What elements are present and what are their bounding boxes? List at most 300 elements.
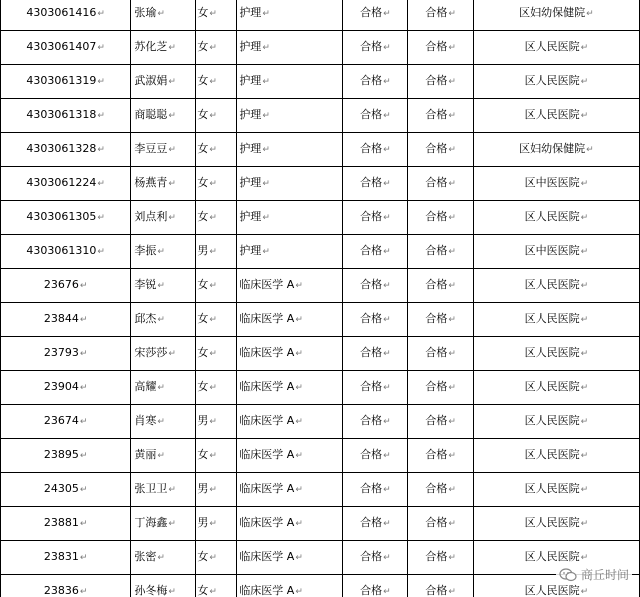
cell-interview-result-text: 合格	[425, 448, 448, 461]
cell-major-text: 护理	[239, 176, 262, 189]
cell-sex	[196, 65, 237, 99]
cell-major-text: 护理	[239, 142, 262, 155]
cell-interview-result-text: 合格	[425, 312, 448, 325]
paragraph-mark-icon: ↵	[262, 179, 270, 189]
cell-name	[131, 337, 196, 371]
cell-exam-number	[1, 0, 131, 31]
cell-name-text: 杨燕青	[134, 176, 168, 189]
cell-name-text: 张卫卫	[134, 482, 168, 495]
paragraph-mark-icon: ↵	[580, 43, 589, 53]
cell-major-text: 临床医学 A	[239, 312, 295, 325]
paragraph-mark-icon: ↵	[383, 485, 391, 495]
paragraph-mark-icon: ↵	[295, 519, 303, 529]
cell-major-text: 临床医学 A	[239, 516, 295, 529]
cell-hire-unit-text: 区妇幼保健院	[519, 6, 586, 19]
cell-exam-number	[1, 371, 131, 405]
cell-major-text: 护理	[239, 244, 262, 257]
cell-interview-result	[408, 575, 473, 597]
paragraph-mark-icon: ↵	[580, 213, 589, 223]
cell-exam-number	[1, 235, 131, 269]
cell-sex	[196, 473, 237, 507]
table-row	[1, 99, 640, 133]
cell-exam-number-text: 4303061224	[26, 176, 97, 189]
paragraph-mark-icon: ↵	[209, 77, 217, 87]
paragraph-mark-icon: ↵	[448, 553, 456, 563]
cell-interview-result-text: 合格	[425, 142, 448, 155]
table-row	[1, 235, 640, 269]
cell-exam-number	[1, 269, 131, 303]
paragraph-mark-icon: ↵	[79, 587, 88, 597]
paragraph-mark-icon: ↵	[448, 9, 456, 19]
cell-exam-number	[1, 99, 131, 133]
cell-hire-unit-text: 区人民医院	[524, 516, 580, 529]
cell-sex-text: 女	[197, 108, 209, 121]
paragraph-mark-icon: ↵	[209, 519, 217, 529]
cell-written-result	[343, 235, 408, 269]
table-row	[1, 337, 640, 371]
paragraph-mark-icon: ↵	[209, 145, 217, 155]
cell-hire-unit-text: 区人民医院	[524, 414, 580, 427]
cell-major	[237, 0, 343, 31]
paragraph-mark-icon: ↵	[448, 213, 456, 223]
paragraph-mark-icon: ↵	[262, 77, 270, 87]
paragraph-mark-icon: ↵	[448, 417, 456, 427]
paragraph-mark-icon: ↵	[157, 417, 165, 427]
paragraph-mark-icon: ↵	[448, 43, 456, 53]
cell-hire-unit	[473, 337, 639, 371]
paragraph-mark-icon: ↵	[580, 383, 589, 393]
cell-hire-unit-text: 区人民医院	[524, 550, 580, 563]
cell-hire-unit	[473, 473, 639, 507]
cell-interview-result-text: 合格	[425, 176, 448, 189]
paragraph-mark-icon: ↵	[79, 349, 88, 359]
cell-sex	[196, 0, 237, 31]
cell-name	[131, 371, 196, 405]
cell-major	[237, 201, 343, 235]
cell-interview-result-text: 合格	[425, 482, 448, 495]
cell-major	[237, 99, 343, 133]
cell-written-result	[343, 371, 408, 405]
cell-name	[131, 405, 196, 439]
paragraph-mark-icon: ↵	[383, 587, 391, 597]
cell-written-result-text: 合格	[360, 142, 383, 155]
paragraph-mark-icon: ↵	[448, 111, 456, 121]
paragraph-mark-icon: ↵	[97, 213, 105, 223]
watermark-text: 商丘时间	[580, 568, 629, 582]
cell-name	[131, 0, 196, 31]
cell-name	[131, 235, 196, 269]
paragraph-mark-icon: ↵	[168, 485, 176, 495]
paragraph-mark-icon: ↵	[580, 553, 589, 563]
cell-sex-text: 女	[197, 142, 209, 155]
paragraph-mark-icon: ↵	[580, 349, 589, 359]
paragraph-mark-icon: ↵	[580, 417, 589, 427]
cell-written-result-text: 合格	[360, 482, 383, 495]
cell-interview-result	[408, 269, 473, 303]
cell-exam-number	[1, 473, 131, 507]
cell-written-result-text: 合格	[360, 516, 383, 529]
table-row	[1, 371, 640, 405]
cell-sex-text: 女	[197, 380, 209, 393]
paragraph-mark-icon: ↵	[580, 111, 589, 121]
paragraph-mark-icon: ↵	[580, 281, 589, 291]
cell-interview-result	[408, 541, 473, 575]
paragraph-mark-icon: ↵	[209, 587, 217, 597]
cell-written-result-text: 合格	[360, 244, 383, 257]
paragraph-mark-icon: ↵	[79, 519, 88, 529]
cell-written-result	[343, 0, 408, 31]
cell-hire-unit-text: 区人民医院	[524, 584, 580, 597]
cell-hire-unit	[473, 0, 639, 31]
cell-major	[237, 405, 343, 439]
cell-name	[131, 541, 196, 575]
cell-sex	[196, 371, 237, 405]
cell-major-text: 护理	[239, 74, 262, 87]
cell-exam-number-text: 4303061407	[26, 40, 97, 53]
cell-name-text: 黄丽	[134, 448, 157, 461]
cell-sex-text: 女	[197, 6, 209, 19]
paragraph-mark-icon: ↵	[448, 485, 456, 495]
cell-interview-result	[408, 133, 473, 167]
cell-written-result	[343, 439, 408, 473]
cell-exam-number	[1, 167, 131, 201]
cell-major-text: 护理	[239, 108, 262, 121]
cell-interview-result	[408, 303, 473, 337]
paragraph-mark-icon: ↵	[157, 553, 165, 563]
paragraph-mark-icon: ↵	[168, 179, 176, 189]
cell-sex-text: 男	[197, 482, 209, 495]
cell-sex-text: 女	[197, 448, 209, 461]
cell-written-result	[343, 65, 408, 99]
paragraph-mark-icon: ↵	[79, 281, 88, 291]
cell-major-text: 临床医学 A	[239, 346, 295, 359]
cell-written-result	[343, 337, 408, 371]
table-row	[1, 303, 640, 337]
cell-written-result	[343, 167, 408, 201]
paragraph-mark-icon: ↵	[209, 247, 217, 257]
cell-name-text: 商聪聪	[134, 108, 168, 121]
cell-interview-result	[408, 65, 473, 99]
paragraph-mark-icon: ↵	[262, 145, 270, 155]
cell-sex	[196, 235, 237, 269]
cell-major	[237, 541, 343, 575]
cell-interview-result-text: 合格	[425, 6, 448, 19]
cell-major-text: 临床医学 A	[239, 380, 295, 393]
cell-name	[131, 99, 196, 133]
cell-hire-unit-text: 区妇幼保健院	[519, 142, 586, 155]
paragraph-mark-icon: ↵	[383, 247, 391, 257]
cell-sex-text: 女	[197, 550, 209, 563]
paragraph-mark-icon: ↵	[448, 247, 456, 257]
cell-written-result-text: 合格	[360, 278, 383, 291]
cell-exam-number	[1, 439, 131, 473]
paragraph-mark-icon: ↵	[157, 9, 165, 19]
paragraph-mark-icon: ↵	[79, 383, 88, 393]
cell-exam-number	[1, 65, 131, 99]
cell-exam-number-text: 4303061310	[26, 244, 97, 257]
cell-interview-result	[408, 99, 473, 133]
cell-sex	[196, 541, 237, 575]
cell-sex	[196, 201, 237, 235]
paragraph-mark-icon: ↵	[209, 111, 217, 121]
paragraph-mark-icon: ↵	[157, 281, 165, 291]
cell-written-result	[343, 303, 408, 337]
cell-hire-unit	[473, 439, 639, 473]
table-row	[1, 541, 640, 575]
watermark	[556, 566, 632, 583]
paragraph-mark-icon: ↵	[209, 485, 217, 495]
cell-exam-number-text: 23674	[43, 414, 79, 427]
paragraph-mark-icon: ↵	[262, 111, 270, 121]
cell-exam-number-text: 23836	[43, 584, 79, 597]
cell-name	[131, 269, 196, 303]
cell-interview-result	[408, 371, 473, 405]
paragraph-mark-icon: ↵	[209, 179, 217, 189]
cell-major	[237, 65, 343, 99]
cell-exam-number	[1, 337, 131, 371]
paragraph-mark-icon: ↵	[448, 383, 456, 393]
cell-interview-result-text: 合格	[425, 414, 448, 427]
cell-written-result	[343, 405, 408, 439]
cell-interview-result-text: 合格	[425, 346, 448, 359]
cell-interview-result	[408, 337, 473, 371]
paragraph-mark-icon: ↵	[168, 43, 176, 53]
cell-written-result	[343, 575, 408, 597]
cell-name	[131, 439, 196, 473]
cell-major-text: 临床医学 A	[239, 584, 295, 597]
cell-sex-text: 男	[197, 244, 209, 257]
cell-name	[131, 167, 196, 201]
cell-written-result-text: 合格	[360, 176, 383, 189]
paragraph-mark-icon: ↵	[168, 519, 176, 529]
cell-interview-result-text: 合格	[425, 40, 448, 53]
cell-exam-number-text: 23895	[43, 448, 79, 461]
cell-major	[237, 31, 343, 65]
paragraph-mark-icon: ↵	[295, 451, 303, 461]
paragraph-mark-icon: ↵	[168, 77, 176, 87]
paragraph-mark-icon: ↵	[383, 553, 391, 563]
cell-major-text: 护理	[239, 40, 262, 53]
cell-hire-unit-text: 区人民医院	[524, 380, 580, 393]
paragraph-mark-icon: ↵	[580, 247, 589, 257]
table-row	[1, 507, 640, 541]
paragraph-mark-icon: ↵	[383, 451, 391, 461]
cell-name-text: 刘点利	[134, 210, 168, 223]
paragraph-mark-icon: ↵	[383, 383, 391, 393]
cell-interview-result-text: 合格	[425, 244, 448, 257]
cell-hire-unit-text: 区人民医院	[524, 40, 580, 53]
paragraph-mark-icon: ↵	[157, 451, 165, 461]
paragraph-mark-icon: ↵	[79, 485, 88, 495]
paragraph-mark-icon: ↵	[448, 179, 456, 189]
cell-interview-result	[408, 473, 473, 507]
cell-written-result-text: 合格	[360, 414, 383, 427]
cell-written-result	[343, 201, 408, 235]
cell-hire-unit-text: 区人民医院	[524, 278, 580, 291]
cell-major	[237, 575, 343, 597]
paragraph-mark-icon: ↵	[580, 179, 589, 189]
cell-written-result	[343, 541, 408, 575]
cell-written-result-text: 合格	[360, 74, 383, 87]
cell-written-result	[343, 269, 408, 303]
paragraph-mark-icon: ↵	[295, 553, 303, 563]
cell-sex-text: 女	[197, 312, 209, 325]
paragraph-mark-icon: ↵	[157, 315, 165, 325]
cell-hire-unit	[473, 65, 639, 99]
cell-hire-unit	[473, 371, 639, 405]
cell-written-result	[343, 507, 408, 541]
paragraph-mark-icon: ↵	[97, 247, 105, 257]
cell-exam-number-text: 4303061305	[26, 210, 97, 223]
cell-sex	[196, 99, 237, 133]
cell-major-text: 临床医学 A	[239, 550, 295, 563]
cell-name	[131, 31, 196, 65]
cell-interview-result	[408, 507, 473, 541]
cell-written-result-text: 合格	[360, 210, 383, 223]
cell-written-result	[343, 133, 408, 167]
cell-exam-number	[1, 507, 131, 541]
paragraph-mark-icon: ↵	[448, 281, 456, 291]
cell-major-text: 临床医学 A	[239, 278, 295, 291]
cell-exam-number-text: 23844	[43, 312, 79, 325]
cell-major	[237, 337, 343, 371]
cell-hire-unit-text: 区人民医院	[524, 482, 580, 495]
cell-name-text: 高耀	[134, 380, 157, 393]
paragraph-mark-icon: ↵	[97, 179, 105, 189]
cell-major-text: 临床医学 A	[239, 414, 295, 427]
cell-name	[131, 201, 196, 235]
cell-sex-text: 女	[197, 584, 209, 597]
paragraph-mark-icon: ↵	[383, 281, 391, 291]
paragraph-mark-icon: ↵	[295, 383, 303, 393]
cell-interview-result-text: 合格	[425, 516, 448, 529]
cell-name-text: 苏化芝	[134, 40, 168, 53]
paragraph-mark-icon: ↵	[580, 451, 589, 461]
table-row	[1, 405, 640, 439]
paragraph-mark-icon: ↵	[383, 43, 391, 53]
paragraph-mark-icon: ↵	[295, 281, 303, 291]
cell-exam-number-text: 4303061319	[26, 74, 97, 87]
cell-interview-result-text: 合格	[425, 278, 448, 291]
paragraph-mark-icon: ↵	[383, 111, 391, 121]
cell-name-text: 邱杰	[134, 312, 157, 325]
table-row	[1, 31, 640, 65]
paragraph-mark-icon: ↵	[209, 451, 217, 461]
paragraph-mark-icon: ↵	[580, 485, 589, 495]
cell-name	[131, 473, 196, 507]
paragraph-mark-icon: ↵	[168, 213, 176, 223]
cell-sex-text: 女	[197, 74, 209, 87]
cell-exam-number-text: 23881	[43, 516, 79, 529]
paragraph-mark-icon: ↵	[580, 587, 589, 597]
cell-major	[237, 167, 343, 201]
cell-written-result	[343, 99, 408, 133]
paragraph-mark-icon: ↵	[157, 383, 165, 393]
paragraph-mark-icon: ↵	[448, 77, 456, 87]
table-row	[1, 65, 640, 99]
cell-name-text: 李振	[134, 244, 157, 257]
table-row	[1, 269, 640, 303]
cell-exam-number	[1, 201, 131, 235]
cell-hire-unit-text: 区中医医院	[524, 176, 580, 189]
cell-major	[237, 133, 343, 167]
paragraph-mark-icon: ↵	[97, 145, 105, 155]
paragraph-mark-icon: ↵	[262, 43, 270, 53]
cell-hire-unit-text: 区人民医院	[524, 448, 580, 461]
cell-name-text: 李锐	[134, 278, 157, 291]
paragraph-mark-icon: ↵	[97, 9, 105, 19]
paragraph-mark-icon: ↵	[209, 9, 217, 19]
cell-written-result	[343, 473, 408, 507]
table-row	[1, 473, 640, 507]
cell-major	[237, 303, 343, 337]
cell-sex	[196, 507, 237, 541]
paragraph-mark-icon: ↵	[168, 587, 176, 597]
cell-written-result-text: 合格	[360, 6, 383, 19]
cell-interview-result-text: 合格	[425, 108, 448, 121]
cell-hire-unit	[473, 99, 639, 133]
paragraph-mark-icon: ↵	[168, 111, 176, 121]
cell-name-text: 孙冬梅	[134, 584, 168, 597]
cell-hire-unit	[473, 235, 639, 269]
cell-name-text: 武淑娟	[134, 74, 168, 87]
paragraph-mark-icon: ↵	[383, 145, 391, 155]
cell-hire-unit	[473, 303, 639, 337]
cell-name-text: 丁海鑫	[134, 516, 168, 529]
wechat-icon	[559, 568, 577, 582]
cell-sex	[196, 31, 237, 65]
paragraph-mark-icon: ↵	[383, 77, 391, 87]
cell-written-result-text: 合格	[360, 108, 383, 121]
cell-written-result-text: 合格	[360, 584, 383, 597]
cell-interview-result-text: 合格	[425, 380, 448, 393]
cell-exam-number-text: 24305	[43, 482, 79, 495]
paragraph-mark-icon: ↵	[383, 349, 391, 359]
cell-interview-result-text: 合格	[425, 74, 448, 87]
cell-hire-unit-text: 区人民医院	[524, 346, 580, 359]
cell-name	[131, 507, 196, 541]
table-row	[1, 0, 640, 31]
paragraph-mark-icon: ↵	[168, 349, 176, 359]
paragraph-mark-icon: ↵	[209, 315, 217, 325]
cell-written-result	[343, 31, 408, 65]
cell-name-text: 张密	[134, 550, 157, 563]
paragraph-mark-icon: ↵	[383, 9, 391, 19]
cell-name-text: 李豆豆	[134, 142, 168, 155]
cell-name-text: 肖寒	[134, 414, 157, 427]
cell-hire-unit-text: 区人民医院	[524, 210, 580, 223]
paragraph-mark-icon: ↵	[262, 247, 270, 257]
cell-sex-text: 女	[197, 210, 209, 223]
cell-written-result-text: 合格	[360, 550, 383, 563]
cell-exam-number	[1, 31, 131, 65]
cell-sex	[196, 337, 237, 371]
cell-sex	[196, 439, 237, 473]
cell-exam-number-text: 23793	[43, 346, 79, 359]
cell-sex	[196, 167, 237, 201]
paragraph-mark-icon: ↵	[209, 349, 217, 359]
cell-interview-result	[408, 167, 473, 201]
cell-interview-result	[408, 0, 473, 31]
cell-hire-unit-text: 区人民医院	[524, 312, 580, 325]
cell-hire-unit	[473, 167, 639, 201]
cell-major	[237, 235, 343, 269]
paragraph-mark-icon: ↵	[580, 315, 589, 325]
cell-major-text: 护理	[239, 210, 262, 223]
cell-interview-result-text: 合格	[425, 210, 448, 223]
cell-exam-number-text: 4303061318	[26, 108, 97, 121]
cell-name	[131, 575, 196, 597]
